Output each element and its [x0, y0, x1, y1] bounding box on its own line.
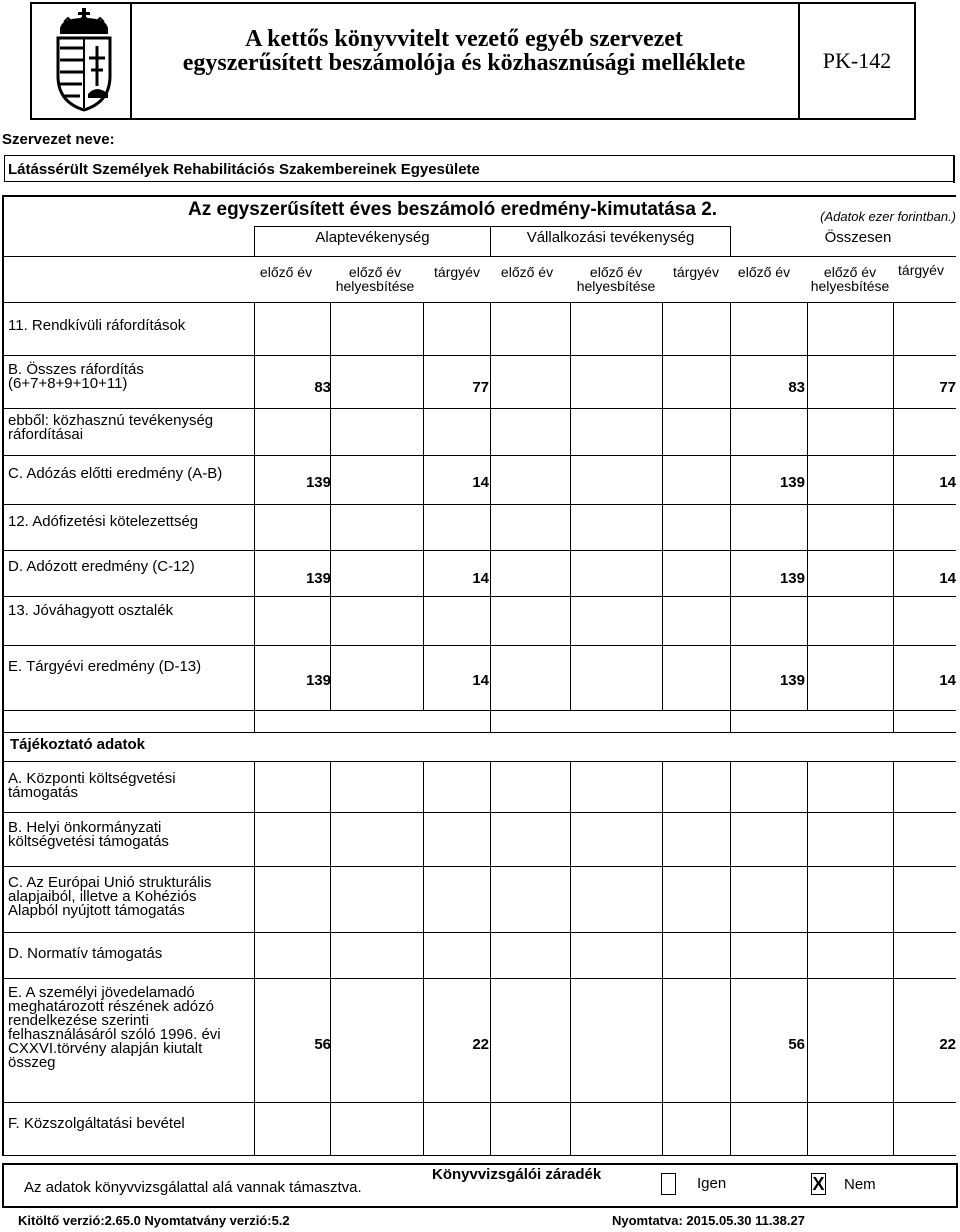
- org-name-label: Szervezet neve:: [2, 131, 115, 148]
- cell-C-alap-prev: 139: [305, 474, 331, 491]
- info-label-E: E. A személyi jövedelamadó meghatározott részének adózó rendelkezése szerinti felhasználásáról szóló 1996. évi CXXVI.törvény alapján kiutalt összeg: [8, 984, 221, 1071]
- row-label-E: E. Tárgyévi eredmény (D-13): [8, 658, 202, 675]
- cell-D-ossz-prev: 139: [779, 570, 805, 587]
- form-title-line1: A kettős könyvvitelt vezető egyéb szervezet: [245, 26, 683, 52]
- info-label-D: D. Normatív támogatás: [8, 945, 163, 962]
- info-grid-v-a2: [423, 761, 424, 1155]
- group-vallalkozasi: Vállalkozási tevékenység: [526, 229, 695, 246]
- row-sep-5: [2, 550, 956, 551]
- cell-E-ossz-cur: 14: [939, 672, 956, 689]
- cell-B-ossz-prev: 83: [788, 379, 805, 396]
- info-label-F: F. Közszolgáltatási bevétel: [8, 1115, 185, 1132]
- info-label-C: C. Az Európai Unió strukturális alapjaiból, illetve a Kohéziós Alapból nyújtott támogatás: [8, 874, 212, 919]
- cell-B-alap-prev: 83: [314, 379, 331, 396]
- row-label-kozhasznu: ebből: közhasznú tevékenység ráfordításai: [8, 412, 214, 443]
- cell-B-ossz-cur: 77: [939, 379, 956, 396]
- grid-v-o2: [893, 302, 894, 710]
- cell-D-alap-prev: 139: [305, 570, 331, 587]
- audit-statement: Az adatok könyvvizsgálattal alá vannak támasztva.: [24, 1179, 362, 1196]
- audit-no-label: Nem: [844, 1176, 876, 1193]
- info-sep-2: [2, 866, 956, 867]
- info-v-v0: [490, 710, 491, 732]
- info-v-o0: [730, 710, 731, 732]
- audit-yes-label: Igen: [697, 1175, 727, 1192]
- info-sep-4: [2, 978, 956, 979]
- group-div-3: [730, 226, 731, 256]
- cell-E-ossz-prev: 139: [779, 672, 805, 689]
- org-field-right-edge: [953, 155, 955, 183]
- footer-printed: Nyomtatva: 2015.05.30 11.38.27: [612, 1213, 805, 1228]
- info-grid-v-label: [254, 761, 255, 1155]
- table-top-border: [2, 195, 956, 197]
- group-osszesen: Összesen: [824, 229, 892, 246]
- table-title: Az egyszerűsített éves beszámoló eredmény-kimutatása 2.: [188, 199, 718, 220]
- info-grid-v-v2: [662, 761, 663, 1155]
- footer-version: Kitöltő verzió:2.65.0 Nyomtatvány verzió:5.2: [18, 1213, 290, 1228]
- row-sep-3: [2, 455, 956, 456]
- info-sep-0: [2, 761, 956, 762]
- col-vall-prev: előző év: [500, 264, 554, 280]
- col-vall-cur: tárgyév: [673, 264, 719, 280]
- hungarian-coat-of-arms-icon: [52, 6, 116, 114]
- row-sep-1: [2, 355, 956, 356]
- cell-D-ossz-cur: 14: [939, 570, 956, 587]
- cell-iE-ossz-prev: 56: [788, 1036, 805, 1053]
- info-v-a0: [254, 710, 255, 732]
- form-title-line2: egyszerűsített beszámolója és közhasznúsági melléklete: [182, 50, 746, 76]
- groups-bottom-line: [2, 256, 956, 257]
- col-alap-corr: előző év helyesbítése: [335, 264, 415, 294]
- col-vall-corr: előző év helyesbítése: [576, 264, 656, 294]
- table-left-border: [2, 195, 4, 1155]
- info-sep-5: [2, 1102, 956, 1103]
- cell-iE-alap-cur: 22: [472, 1036, 489, 1053]
- col-ossz-cur: tárgyév: [898, 262, 944, 278]
- info-label-A: A. Központi költségvetési támogatás: [8, 770, 176, 801]
- col-ossz-corr: előző év helyesbítése: [810, 264, 890, 294]
- info-sep-6: [2, 1155, 956, 1156]
- col-alap-cur: tárgyév: [434, 264, 480, 280]
- cell-B-alap-cur: 77: [472, 379, 489, 396]
- cell-C-ossz-cur: 14: [939, 474, 956, 491]
- grid-v-v1: [570, 302, 571, 710]
- row-sep-4: [2, 504, 956, 505]
- grid-v-a1: [330, 302, 331, 710]
- row-sep-6: [2, 596, 956, 597]
- org-name-value: Látássérült Személyek Rehabilitációs Szakembereinek Egyesülete: [8, 161, 480, 178]
- info-sep-1: [2, 812, 956, 813]
- info-title: Tájékoztató adatok: [10, 736, 146, 753]
- audit-no-checkmark: X: [812, 1174, 825, 1194]
- group-alap: Alaptevékenység: [315, 229, 430, 246]
- grid-v-o0: [730, 302, 731, 710]
- info-grid-v-a1: [330, 761, 331, 1155]
- cell-E-alap-cur: 14: [472, 672, 489, 689]
- cell-iE-alap-prev: 56: [314, 1036, 331, 1053]
- info-label-B: B. Helyi önkormányzati költségvetési támogatás: [8, 819, 169, 850]
- row-label-11: 11. Rendkívüli ráfordítások: [8, 317, 186, 334]
- row-sep-8: [2, 710, 956, 711]
- info-sep-3: [2, 932, 956, 933]
- cell-C-ossz-prev: 139: [779, 474, 805, 491]
- col-ossz-prev: előző év: [737, 264, 791, 280]
- grid-v-v0: [490, 302, 491, 710]
- grid-v-a2: [423, 302, 424, 710]
- cell-D-alap-cur: 14: [472, 570, 489, 587]
- row-sep-2: [2, 408, 956, 409]
- grid-v-v2: [662, 302, 663, 710]
- row-label-13: 13. Jóváhagyott osztalék: [8, 602, 174, 619]
- info-grid-v-v0: [490, 761, 491, 1155]
- cell-E-alap-prev: 139: [305, 672, 331, 689]
- grid-v-o1: [807, 302, 808, 710]
- audit-yes-checkbox[interactable]: [661, 1173, 676, 1195]
- row-label-C: C. Adózás előtti eredmény (A-B): [8, 465, 223, 482]
- cell-iE-ossz-cur: 22: [939, 1036, 956, 1053]
- info-v-o2: [893, 710, 894, 732]
- info-grid-v-o0: [730, 761, 731, 1155]
- header-divider-left: [130, 2, 132, 120]
- info-top-line: [2, 732, 956, 733]
- col-headers-bottom-line: [2, 302, 956, 303]
- cell-C-alap-cur: 14: [472, 474, 489, 491]
- form-code: PK-142: [822, 48, 892, 73]
- audit-title: Könyvvizsgálói záradék: [432, 1166, 602, 1183]
- groups-top-line: [254, 226, 730, 227]
- row-label-B: B. Összes ráfordítás (6+7+8+9+10+11): [8, 361, 144, 392]
- unit-note: (Adatok ezer forintban.): [820, 209, 956, 224]
- row-sep-7: [2, 645, 956, 646]
- info-grid-v-o2: [893, 761, 894, 1155]
- audit-no-checkbox[interactable]: [811, 1173, 826, 1195]
- grid-v-label: [254, 302, 255, 710]
- row-label-12: 12. Adófizetési kötelezettség: [8, 513, 199, 530]
- info-grid-v-v1: [570, 761, 571, 1155]
- info-grid-v-o1: [807, 761, 808, 1155]
- row-label-D: D. Adózott eredmény (C-12): [8, 558, 195, 575]
- col-alap-prev: előző év: [259, 264, 313, 280]
